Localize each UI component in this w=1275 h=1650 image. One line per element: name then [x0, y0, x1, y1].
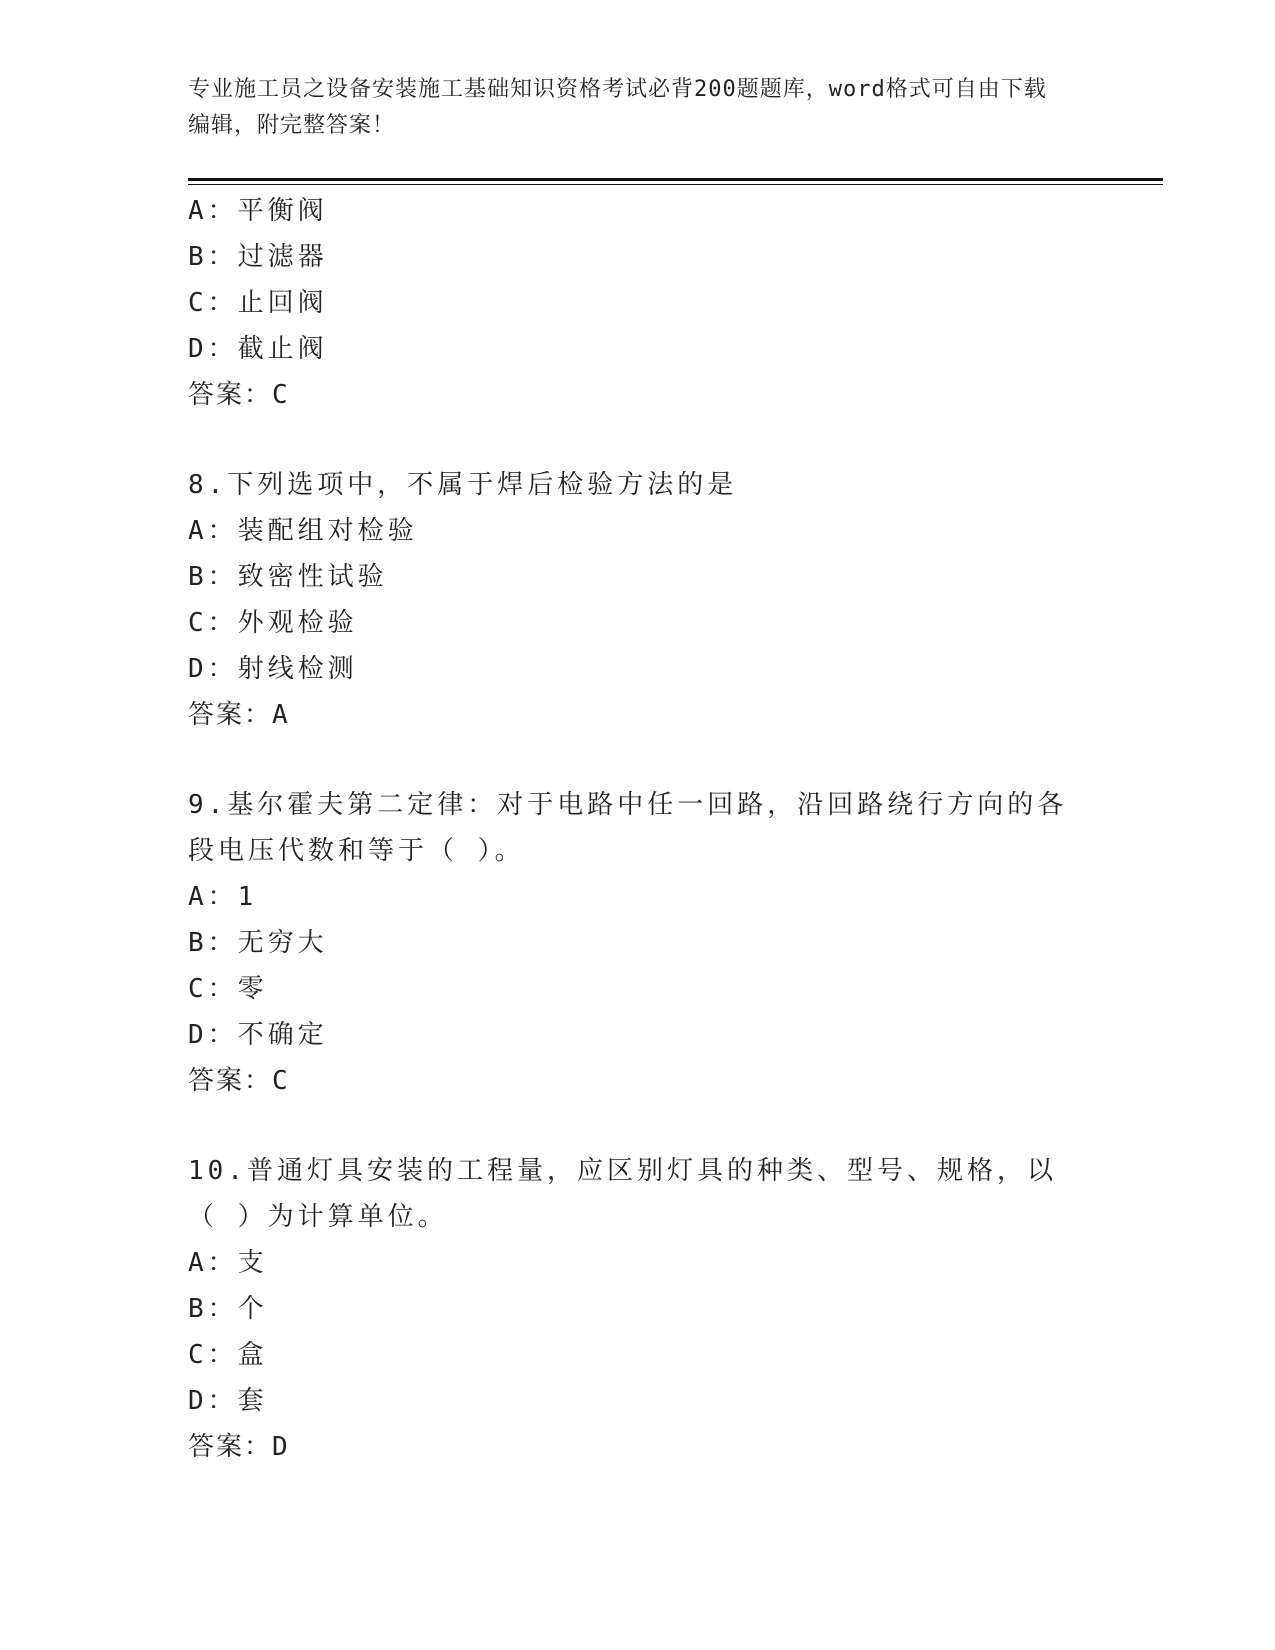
answer-line: 答案：C — [188, 1066, 290, 1096]
question-block-9 — [188, 782, 1068, 1104]
question-text: 10.普通灯具安装的工程量，应区别灯具的种类、型号、规格，以（ ）为计算单位。 — [188, 1156, 1057, 1232]
question-block-10 — [188, 1148, 1068, 1470]
option-c: C：外观检验 — [188, 608, 358, 638]
option-c: C：盒 — [188, 1340, 268, 1370]
option-a: A：平衡阀 — [188, 196, 328, 226]
option-c: C：零 — [188, 974, 268, 1004]
spacer — [188, 738, 1068, 782]
question-list — [188, 188, 1068, 1470]
question-text: 9.基尔霍夫第二定律：对于电路中任一回路，沿回路绕行方向的各段电压代数和等于（ ）。 — [188, 790, 1068, 866]
document-header — [188, 72, 1068, 144]
option-b: B：致密性试验 — [188, 562, 388, 592]
header-divider-thin — [188, 184, 1163, 185]
spacer — [188, 1104, 1068, 1148]
option-a: A：装配组对检验 — [188, 516, 418, 546]
option-b: B：个 — [188, 1294, 268, 1324]
question-block-8 — [188, 462, 1068, 738]
spacer — [188, 418, 1068, 462]
option-d: D：射线检测 — [188, 654, 358, 684]
answer-line: 答案：A — [188, 700, 290, 730]
option-d: D：截止阀 — [188, 334, 328, 364]
option-d: D：套 — [188, 1386, 268, 1416]
answer-line: 答案：C — [188, 380, 290, 410]
option-d: D：不确定 — [188, 1020, 328, 1050]
header-divider-thick — [188, 178, 1163, 181]
option-b: B：无穷大 — [188, 928, 328, 958]
option-b: B：过滤器 — [188, 242, 328, 272]
option-a: A：支 — [188, 1248, 268, 1278]
option-c: C：止回阀 — [188, 288, 328, 318]
option-a: A：1 — [188, 882, 258, 912]
question-block-7 — [188, 188, 1068, 418]
answer-line: 答案：D — [188, 1432, 290, 1462]
header-title: 专业施工员之设备安装施工基础知识资格考试必背200题题库，word格式可自由下载编辑，附完整答案！ — [188, 77, 1047, 138]
question-text: 8.下列选项中，不属于焊后检验方法的是 — [188, 470, 738, 500]
